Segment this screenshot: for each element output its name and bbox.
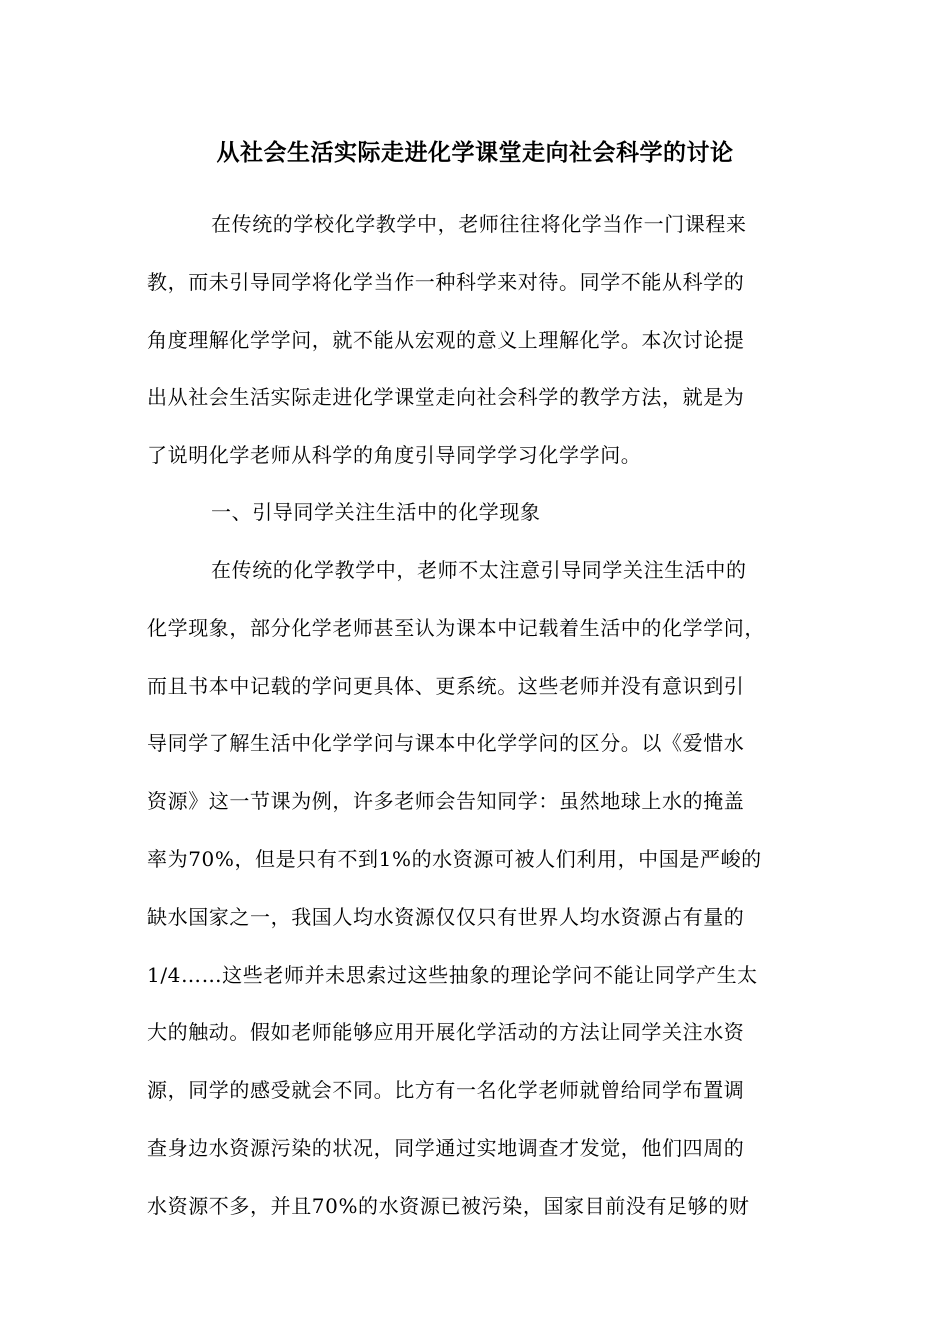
paragraph-section1	[147, 542, 807, 1236]
paragraph-line: 率为70%，但是只有不到1%的水资源可被人们利用，中国是严峻的	[147, 846, 762, 871]
paragraph-line: 而且书本中记载的学问更具体、更系统。这些老师并没有意识到引	[147, 673, 745, 698]
paragraph-line: 资源》这一节课为例，许多老师会告知同学：虽然地球上水的掩盖	[147, 789, 745, 814]
paragraph-line: 1/4……这些老师并未思索过这些抽象的理论学问不能让同学产生太	[147, 962, 758, 987]
paragraph-line: 教，而未引导同学将化学当作一种科学来对待。同学不能从科学的	[147, 269, 745, 294]
paragraph-line: 在传统的学校化学教学中，老师往往将化学当作一门课程来	[211, 212, 747, 236]
paragraph-line: 大的触动。假如老师能够应用开展化学活动的方法让同学关注水资	[147, 1020, 745, 1045]
paragraph-line: 角度理解化学学问，就不能从宏观的意义上理解化学。本次讨论提	[147, 327, 745, 352]
paragraph-line: 导同学了解生活中化学学问与课本中化学学问的区分。以《爱惜水	[147, 731, 745, 756]
document-title: 从社会生活实际走进化学课堂走向社会科学的讨论	[216, 139, 734, 166]
paragraph-line: 了说明化学老师从科学的角度引导同学学习化学学问。	[147, 443, 642, 468]
paragraph-line: 查身边水资源污染的状况，同学通过实地调查才发觉，他们四周的	[147, 1135, 745, 1160]
paragraph-line: 水资源不多，并且70%的水资源已被污染，国家目前没有足够的财	[147, 1193, 750, 1218]
paragraph-line: 在传统的化学教学中，老师不太注意引导同学关注生活中的	[211, 558, 747, 582]
section-heading-text: 一、引导同学关注生活中的化学现象	[211, 500, 541, 524]
paragraph-line: 化学现象，部分化学老师甚至认为课本中记载着生活中的化学学问，	[147, 615, 765, 640]
paragraph-line: 源，同学的感受就会不同。比方有一名化学老师就曾给同学布置调	[147, 1078, 745, 1103]
paragraph-line: 出从社会生活实际走进化学课堂走向社会科学的教学方法，就是为	[147, 385, 745, 410]
paragraph-line: 缺水国家之一，我国人均水资源仅仅只有世界人均水资源占有量的	[147, 904, 745, 929]
section-heading	[147, 484, 807, 542]
paragraph-intro	[147, 196, 807, 485]
